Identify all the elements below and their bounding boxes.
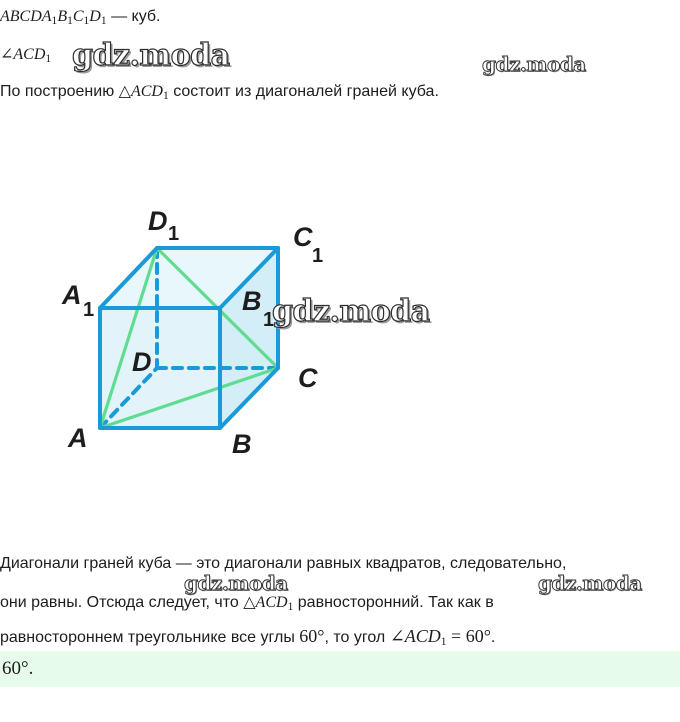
label-a1-sub: 1 — [83, 299, 95, 321]
label-b: B — [232, 429, 252, 459]
explanation-line-1: Диагонали граней куба — это диагонали равных квадратов, следовательно, — [0, 555, 567, 572]
label-a: A — [68, 423, 88, 453]
answer-text: 60°. — [2, 658, 34, 679]
label-a1: A — [62, 280, 82, 310]
label-b1: B — [242, 286, 262, 316]
cube-suffix: — куб. — [111, 8, 161, 25]
label-d1-sub: 1 — [168, 223, 180, 245]
label-b1-sub: 1 — [263, 309, 275, 331]
cube-figure — [50, 200, 350, 470]
watermark: gdz.moda — [538, 571, 642, 595]
answer-box — [0, 651, 680, 687]
given-line — [0, 8, 161, 26]
label-c: C — [298, 363, 318, 393]
label-c1: C — [293, 222, 313, 252]
label-d: D — [132, 347, 152, 377]
watermark: gdz.moda — [72, 38, 230, 73]
label-c1-sub: 1 — [312, 245, 324, 267]
explanation-line-3: равностороннем треугольнике все углы 60°, то угол $\angle ACD_1 = 60^\circ$. — [0, 626, 496, 649]
angle-line: $\angle ACD_1$ — [0, 46, 52, 66]
watermark: gdz.moda — [482, 52, 586, 76]
watermark: gdz.moda — [184, 571, 288, 595]
watermark: gdz.moda — [272, 294, 430, 329]
construction-line: По построению $\triangle ACD_1$ состоит из диагоналей граней куба. — [0, 83, 439, 103]
explanation-line-2: они равны. Отсюда следует, что $\triangle ACD_1$ равносторонний. Так как в — [0, 594, 494, 614]
cube-name: $ABCDA_1B_1C_1D_1$ — [0, 8, 107, 28]
label-d1: D — [148, 206, 168, 236]
